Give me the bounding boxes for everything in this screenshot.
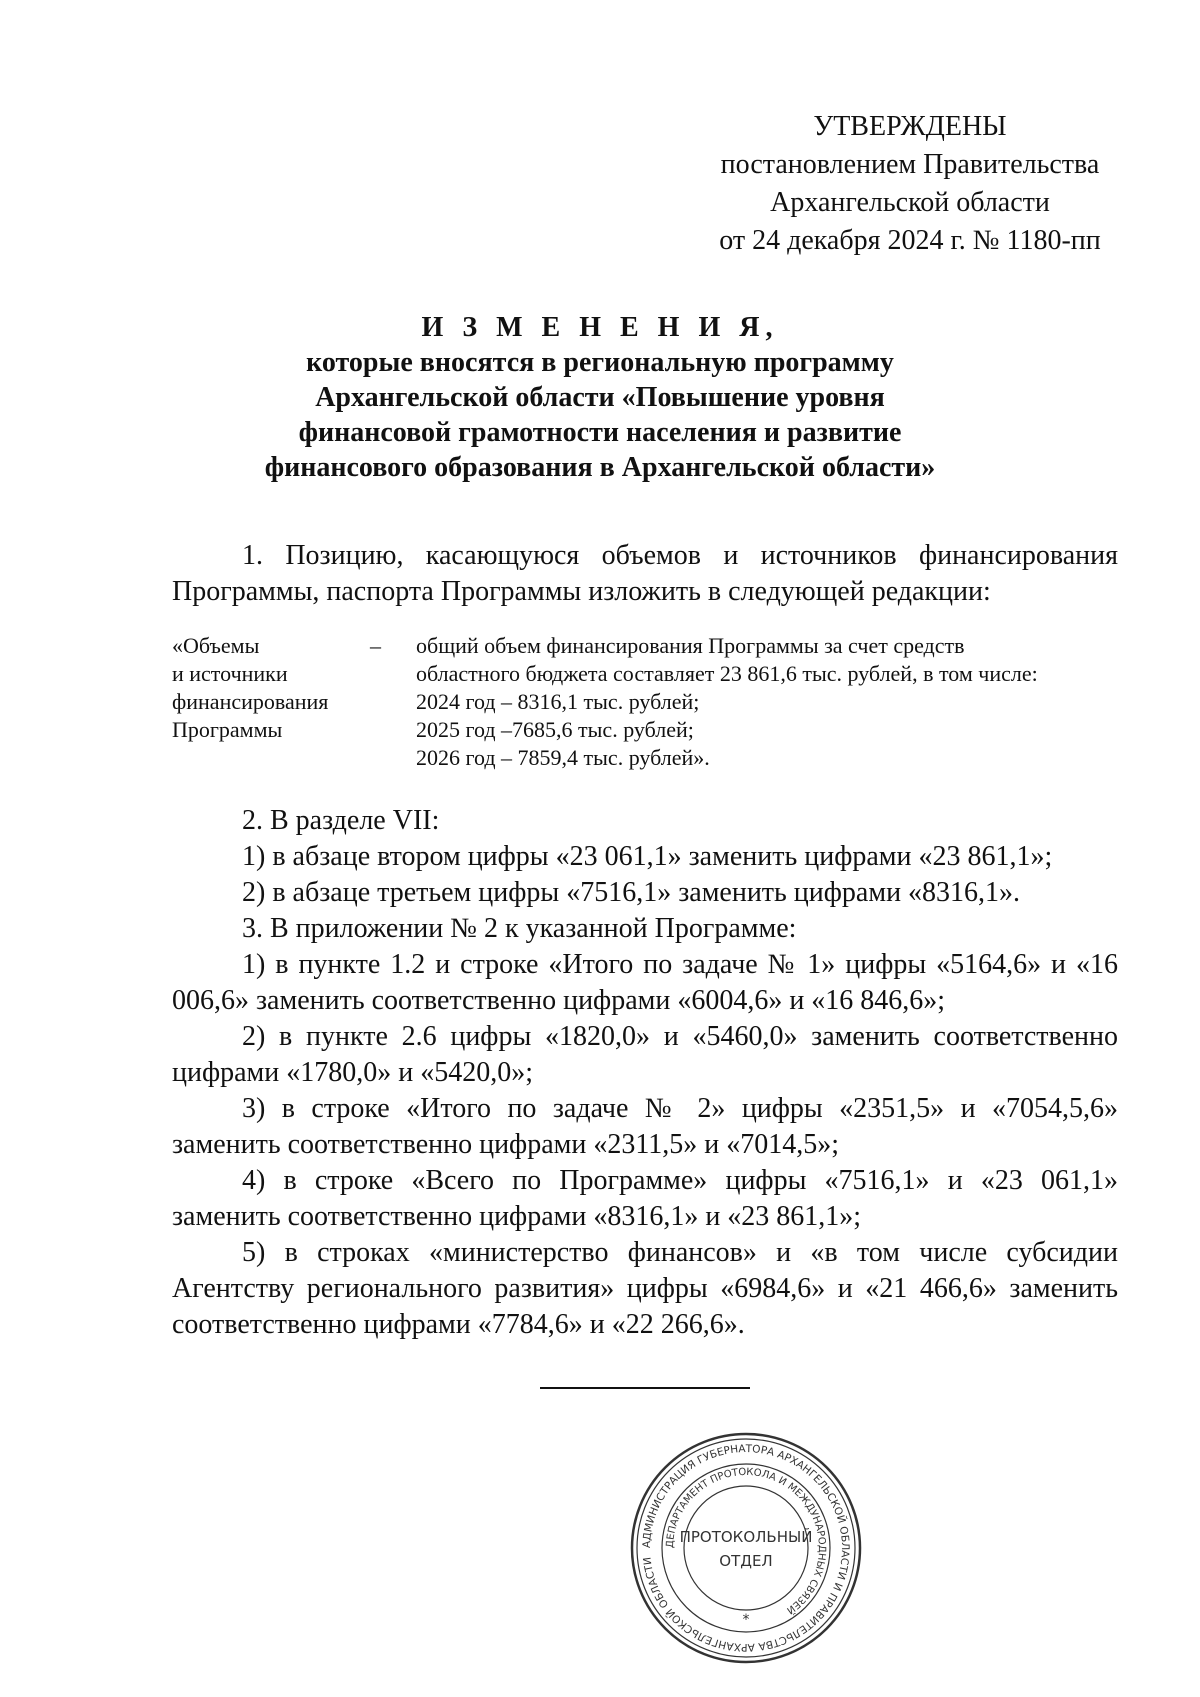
clause-item: 5) в строках «министерство финансов» и «в том числе субсидии Агентству регионального развития» цифры «6984,6» и «21 466,6» заменить соответственно цифрами «7784,6» и «22 266,6».: [172, 1237, 1118, 1340]
clause-item: 2) в абзаце третьем цифры «7516,1» заменить цифрами «8316,1».: [242, 877, 1021, 908]
document-heading: И З М Е Н Е Н И Я,: [421, 312, 779, 343]
clause-item: 2) в пункте 2.6 цифры «1820,0» и «5460,0» заменить соответственно цифрами «1780,0» и «5420,0»;: [172, 1021, 1118, 1088]
stamp-star: *: [742, 1612, 750, 1628]
financing-value-line: общий объем финансирования Программы за счет средств: [416, 633, 965, 658]
intro-text: 1. Позицию, касающуюся объемов и источников финансирования Программы, паспорта Программы изложить в следующей редакции:: [172, 540, 1118, 607]
financing-label: [172, 632, 372, 744]
clause-item: 3. В приложении № 2 к указанной Программе:: [242, 913, 797, 944]
subtitle-line: Архангельской области «Повышение уровня: [315, 382, 885, 413]
approval-line-3: от 24 декабря 2024 г. № 1180-пп: [719, 225, 1101, 256]
clause-item: 2. В разделе VII:: [242, 805, 440, 836]
protocol-stamp: [628, 1430, 864, 1666]
intro-paragraph: [172, 538, 1118, 610]
clause-item: 1) в пункте 1.2 и строке «Итого по задаче № 1» цифры «5164,6» и «16 006,6» заменить соответственно цифрами «6004,6» и «16 846,6»;: [172, 949, 1118, 1016]
financing-dash: –: [370, 633, 381, 658]
clause-item: 4) в строке «Всего по Программе» цифры «7516,1» и «23 061,1» заменить соответственно цифрами «8316,1» и «23 861,1»;: [172, 1165, 1118, 1232]
clause-item: 3) в строке «Итого по задаче № 2» цифры «2351,5» и «7054,5,6» заменить соответственно цифрами «2311,5» и «7014,5»;: [172, 1093, 1118, 1160]
document-title: [240, 310, 960, 485]
subtitle-line: финансовой грамотности населения и развитие: [298, 417, 902, 448]
separator-line: [540, 1387, 750, 1389]
financing-value-line: областного бюджета составляет 23 861,6 тыс. рублей, в том числе:: [416, 661, 1038, 686]
stamp-inner-text: ДЕПАРТАМЕНТ ПРОТОКОЛА И МЕЖДУНАРОДНЫХ СВЯЗЕЙ: [664, 1466, 828, 1616]
financing-value: [416, 632, 1116, 772]
financing-label-line: Программы: [172, 717, 283, 742]
clauses-list: [172, 803, 1118, 1343]
financing-value-line: 2026 год – 7859,4 тыс. рублей».: [416, 745, 710, 770]
financing-label-line: «Объемы: [172, 633, 260, 658]
financing-label-line: и источники: [172, 661, 288, 686]
financing-value-line: 2024 год – 8316,1 тыс. рублей;: [416, 689, 700, 714]
approval-block: [690, 108, 1130, 260]
financing-value-line: 2025 год –7685,6 тыс. рублей;: [416, 717, 694, 742]
clause-item: 1) в абзаце втором цифры «23 061,1» заменить цифрами «23 861,1»;: [242, 841, 1053, 872]
approval-line-2: Архангельской области: [770, 187, 1050, 218]
approval-line-1: постановлением Правительства: [720, 149, 1100, 180]
subtitle-line: финансового образования в Архангельской области»: [264, 452, 936, 483]
financing-label-line: финансирования: [172, 689, 329, 714]
subtitle-line: которые вносятся в региональную программу: [306, 347, 894, 378]
stamp-center-line-2: ОТДЕЛ: [719, 1552, 773, 1570]
stamp-outer-text: АДМИНИСТРАЦИЯ ГУБЕРНАТОРА АРХАНГЕЛЬСКОЙ ОБЛАСТИ И ПРАВИТЕЛЬСТВА АРХАНГЕЛЬСКОЙ ОБЛАСТИ: [640, 1442, 852, 1654]
approval-title: УТВЕРЖДЕНЫ: [813, 111, 1007, 142]
stamp-graphic: [628, 1430, 864, 1666]
stamp-center-line-1: ПРОТОКОЛЬНЫЙ: [679, 1528, 813, 1546]
